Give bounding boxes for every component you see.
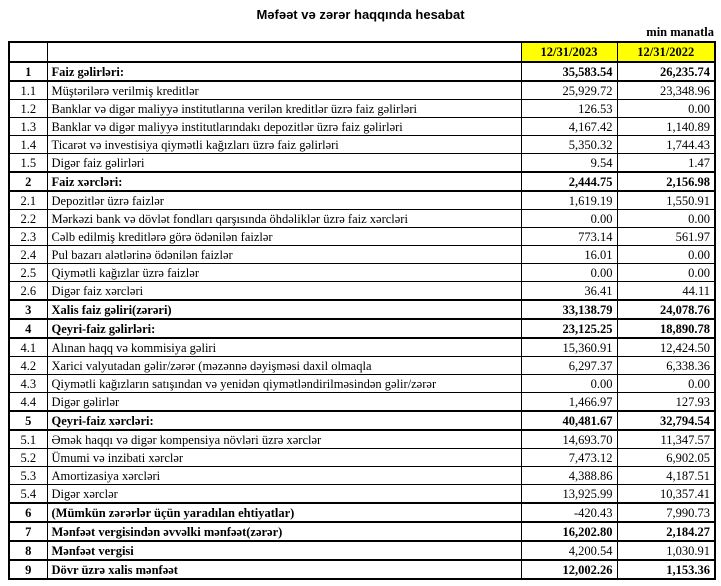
row-label-cell: Qiymətli kağızlar üzrə faizlər: [47, 264, 521, 282]
row-number-cell: 4.1: [9, 338, 47, 357]
header-number-cell: [9, 42, 47, 62]
value-2022-cell: 44.11: [617, 282, 715, 301]
value-2023-cell: 13,925.99: [521, 485, 617, 504]
value-2023-cell: 25,929.72: [521, 81, 617, 100]
table-row: [9, 375, 715, 393]
row-label-cell: Amortizasiya xərcləri: [47, 467, 521, 485]
row-label-cell: Ticarət və investisiya qiymətli kağızları üzrə faiz gəlirləri: [47, 136, 521, 154]
value-2022-cell: 0.00: [617, 100, 715, 118]
value-2022-cell: 23,348.96: [617, 81, 715, 100]
row-number-cell: 6: [9, 503, 47, 522]
row-number-cell: 1.4: [9, 136, 47, 154]
value-2022-cell: 1,030.91: [617, 541, 715, 560]
value-2022-cell: 1,550.91: [617, 191, 715, 210]
table-row: [9, 393, 715, 412]
profit-loss-table: [8, 41, 716, 580]
value-2023-cell: -420.43: [521, 503, 617, 522]
row-number-cell: 2.6: [9, 282, 47, 301]
row-label-cell: Mərkəzi bank və dövlət fondları qarşısında öhdəliklər üzrə faiz xərcləri: [47, 210, 521, 228]
row-label-cell: Banklar və digər maliyyə institutlarındakı depozitlər üzrə faiz gəlirləri: [47, 118, 521, 136]
table-row: [9, 81, 715, 100]
row-number-cell: 2.2: [9, 210, 47, 228]
row-number-cell: 4.4: [9, 393, 47, 412]
row-label-cell: Digər gəlirlər: [47, 393, 521, 412]
table-row: [9, 485, 715, 504]
row-number-cell: 2.4: [9, 246, 47, 264]
header-date-2022-cell: 12/31/2022: [617, 42, 715, 62]
row-label-cell: Alınan haqq və kommisiya gəliri: [47, 338, 521, 357]
header-row: [9, 42, 715, 62]
table-row: [9, 467, 715, 485]
value-2023-cell: 6,297.37: [521, 357, 617, 375]
value-2023-cell: 35,583.54: [521, 62, 617, 81]
row-number-cell: 4.2: [9, 357, 47, 375]
row-number-cell: 2.3: [9, 228, 47, 246]
value-2023-cell: 16,202.80: [521, 522, 617, 541]
row-number-cell: 1.2: [9, 100, 47, 118]
row-label-cell: (Mümkün zərərlər üçün yaradılan ehtiyatlar): [47, 503, 521, 522]
value-2022-cell: 1,744.43: [617, 136, 715, 154]
table-row: [9, 172, 715, 191]
table-row: [9, 357, 715, 375]
value-2022-cell: 32,794.54: [617, 411, 715, 430]
row-number-cell: 5: [9, 411, 47, 430]
table-row: [9, 411, 715, 430]
value-2022-cell: 561.97: [617, 228, 715, 246]
value-2023-cell: 7,473.12: [521, 449, 617, 467]
table-row: [9, 449, 715, 467]
value-2022-cell: 2,184.27: [617, 522, 715, 541]
value-2022-cell: 1.47: [617, 154, 715, 173]
row-number-cell: 1: [9, 62, 47, 81]
value-2023-cell: 5,350.32: [521, 136, 617, 154]
header-label-cell: [47, 42, 521, 62]
table-row: [9, 228, 715, 246]
value-2023-cell: 0.00: [521, 264, 617, 282]
value-2023-cell: 40,481.67: [521, 411, 617, 430]
row-number-cell: 2: [9, 172, 47, 191]
row-number-cell: 9: [9, 560, 47, 579]
row-number-cell: 5.1: [9, 430, 47, 449]
table-row: [9, 282, 715, 301]
row-number-cell: 3: [9, 300, 47, 319]
value-2023-cell: 9.54: [521, 154, 617, 173]
value-2022-cell: 7,990.73: [617, 503, 715, 522]
row-number-cell: 1.3: [9, 118, 47, 136]
table-row: [9, 154, 715, 173]
value-2023-cell: 33,138.79: [521, 300, 617, 319]
table-row: [9, 541, 715, 560]
row-number-cell: 7: [9, 522, 47, 541]
row-number-cell: 1.1: [9, 81, 47, 100]
row-label-cell: Digər xərclər: [47, 485, 521, 504]
row-label-cell: Qiymətli kağızların satışından və yenidən qiymətləndirilməsindən gəlir/zərər: [47, 375, 521, 393]
row-label-cell: Xalis faiz gəliri(zərəri): [47, 300, 521, 319]
table-row: [9, 430, 715, 449]
row-label-cell: Qeyri-faiz xərcləri:: [47, 411, 521, 430]
row-label-cell: Mənfəət vergisindən əvvəlki mənfəət(zərər): [47, 522, 521, 541]
value-2023-cell: 14,693.70: [521, 430, 617, 449]
table-row: [9, 560, 715, 579]
row-label-cell: Digər faiz gəlirləri: [47, 154, 521, 173]
table-row: [9, 136, 715, 154]
table-row: [9, 522, 715, 541]
value-2023-cell: 2,444.75: [521, 172, 617, 191]
value-2022-cell: 0.00: [617, 210, 715, 228]
value-2023-cell: 126.53: [521, 100, 617, 118]
header-date-2023-cell: 12/31/2023: [521, 42, 617, 62]
value-2022-cell: 0.00: [617, 246, 715, 264]
table-row: [9, 319, 715, 338]
row-number-cell: 5.3: [9, 467, 47, 485]
table-row: [9, 503, 715, 522]
table-row: [9, 118, 715, 136]
row-label-cell: Faiz xərcləri:: [47, 172, 521, 191]
value-2022-cell: 127.93: [617, 393, 715, 412]
table-row: [9, 246, 715, 264]
row-number-cell: 2.1: [9, 191, 47, 210]
row-label-cell: Dövr üzrə xalis mənfəət: [47, 560, 521, 579]
row-label-cell: Cəlb edilmiş kreditlərə görə ödənilən faizlər: [47, 228, 521, 246]
row-label-cell: Digər faiz xərcləri: [47, 282, 521, 301]
value-2022-cell: 1,153.36: [617, 560, 715, 579]
table-row: [9, 300, 715, 319]
row-label-cell: Əmək haqqı və digər kompensiya növləri üzrə xərclər: [47, 430, 521, 449]
value-2022-cell: 12,424.50: [617, 338, 715, 357]
table-body: [9, 62, 715, 579]
row-number-cell: 4: [9, 319, 47, 338]
value-2023-cell: 4,167.42: [521, 118, 617, 136]
table-row: [9, 338, 715, 357]
row-number-cell: 8: [9, 541, 47, 560]
row-number-cell: 5.2: [9, 449, 47, 467]
value-2023-cell: 16.01: [521, 246, 617, 264]
value-2022-cell: 0.00: [617, 375, 715, 393]
value-2023-cell: 773.14: [521, 228, 617, 246]
table-row: [9, 62, 715, 81]
value-2023-cell: 4,200.54: [521, 541, 617, 560]
row-label-cell: Müştərilərə verilmiş kreditlər: [47, 81, 521, 100]
row-number-cell: 1.5: [9, 154, 47, 173]
table-row: [9, 210, 715, 228]
row-label-cell: Banklar və digər maliyyə institutlarına verilən kreditlər üzrə faiz gəlirləri: [47, 100, 521, 118]
row-number-cell: 4.3: [9, 375, 47, 393]
value-2022-cell: 2,156.98: [617, 172, 715, 191]
row-label-cell: Depozitlər üzrə faizlər: [47, 191, 521, 210]
row-label-cell: Faiz gəlirləri:: [47, 62, 521, 81]
value-2022-cell: 26,235.74: [617, 62, 715, 81]
value-2023-cell: 1,466.97: [521, 393, 617, 412]
row-label-cell: Ümumi və inzibati xərclər: [47, 449, 521, 467]
value-2022-cell: 1,140.89: [617, 118, 715, 136]
value-2022-cell: 0.00: [617, 264, 715, 282]
value-2022-cell: 6,338.36: [617, 357, 715, 375]
row-label-cell: Mənfəət vergisi: [47, 541, 521, 560]
value-2022-cell: 24,078.76: [617, 300, 715, 319]
value-2022-cell: 4,187.51: [617, 467, 715, 485]
row-label-cell: Xarici valyutadan gəlir/zərər (məzənnə dəyişməsi daxil olmaqla: [47, 357, 521, 375]
value-2023-cell: 12,002.26: [521, 560, 617, 579]
value-2023-cell: 0.00: [521, 210, 617, 228]
row-label-cell: Qeyri-faiz gəlirləri:: [47, 319, 521, 338]
unit-note: min manatla: [646, 25, 714, 39]
value-2023-cell: 36.41: [521, 282, 617, 301]
row-number-cell: 2.5: [9, 264, 47, 282]
table-row: [9, 191, 715, 210]
row-label-cell: Pul bazarı alətlərinə ödənilən faizlər: [47, 246, 521, 264]
value-2023-cell: 15,360.91: [521, 338, 617, 357]
value-2023-cell: 1,619.19: [521, 191, 617, 210]
row-number-cell: 5.4: [9, 485, 47, 504]
table-row: [9, 264, 715, 282]
table-row: [9, 100, 715, 118]
value-2022-cell: 6,902.05: [617, 449, 715, 467]
value-2023-cell: 4,388.86: [521, 467, 617, 485]
value-2022-cell: 18,890.78: [617, 319, 715, 338]
value-2022-cell: 10,357.41: [617, 485, 715, 504]
page-title: Məfəət və zərər haqqında hesabat: [256, 7, 465, 22]
value-2023-cell: 23,125.25: [521, 319, 617, 338]
value-2023-cell: 0.00: [521, 375, 617, 393]
value-2022-cell: 11,347.57: [617, 430, 715, 449]
